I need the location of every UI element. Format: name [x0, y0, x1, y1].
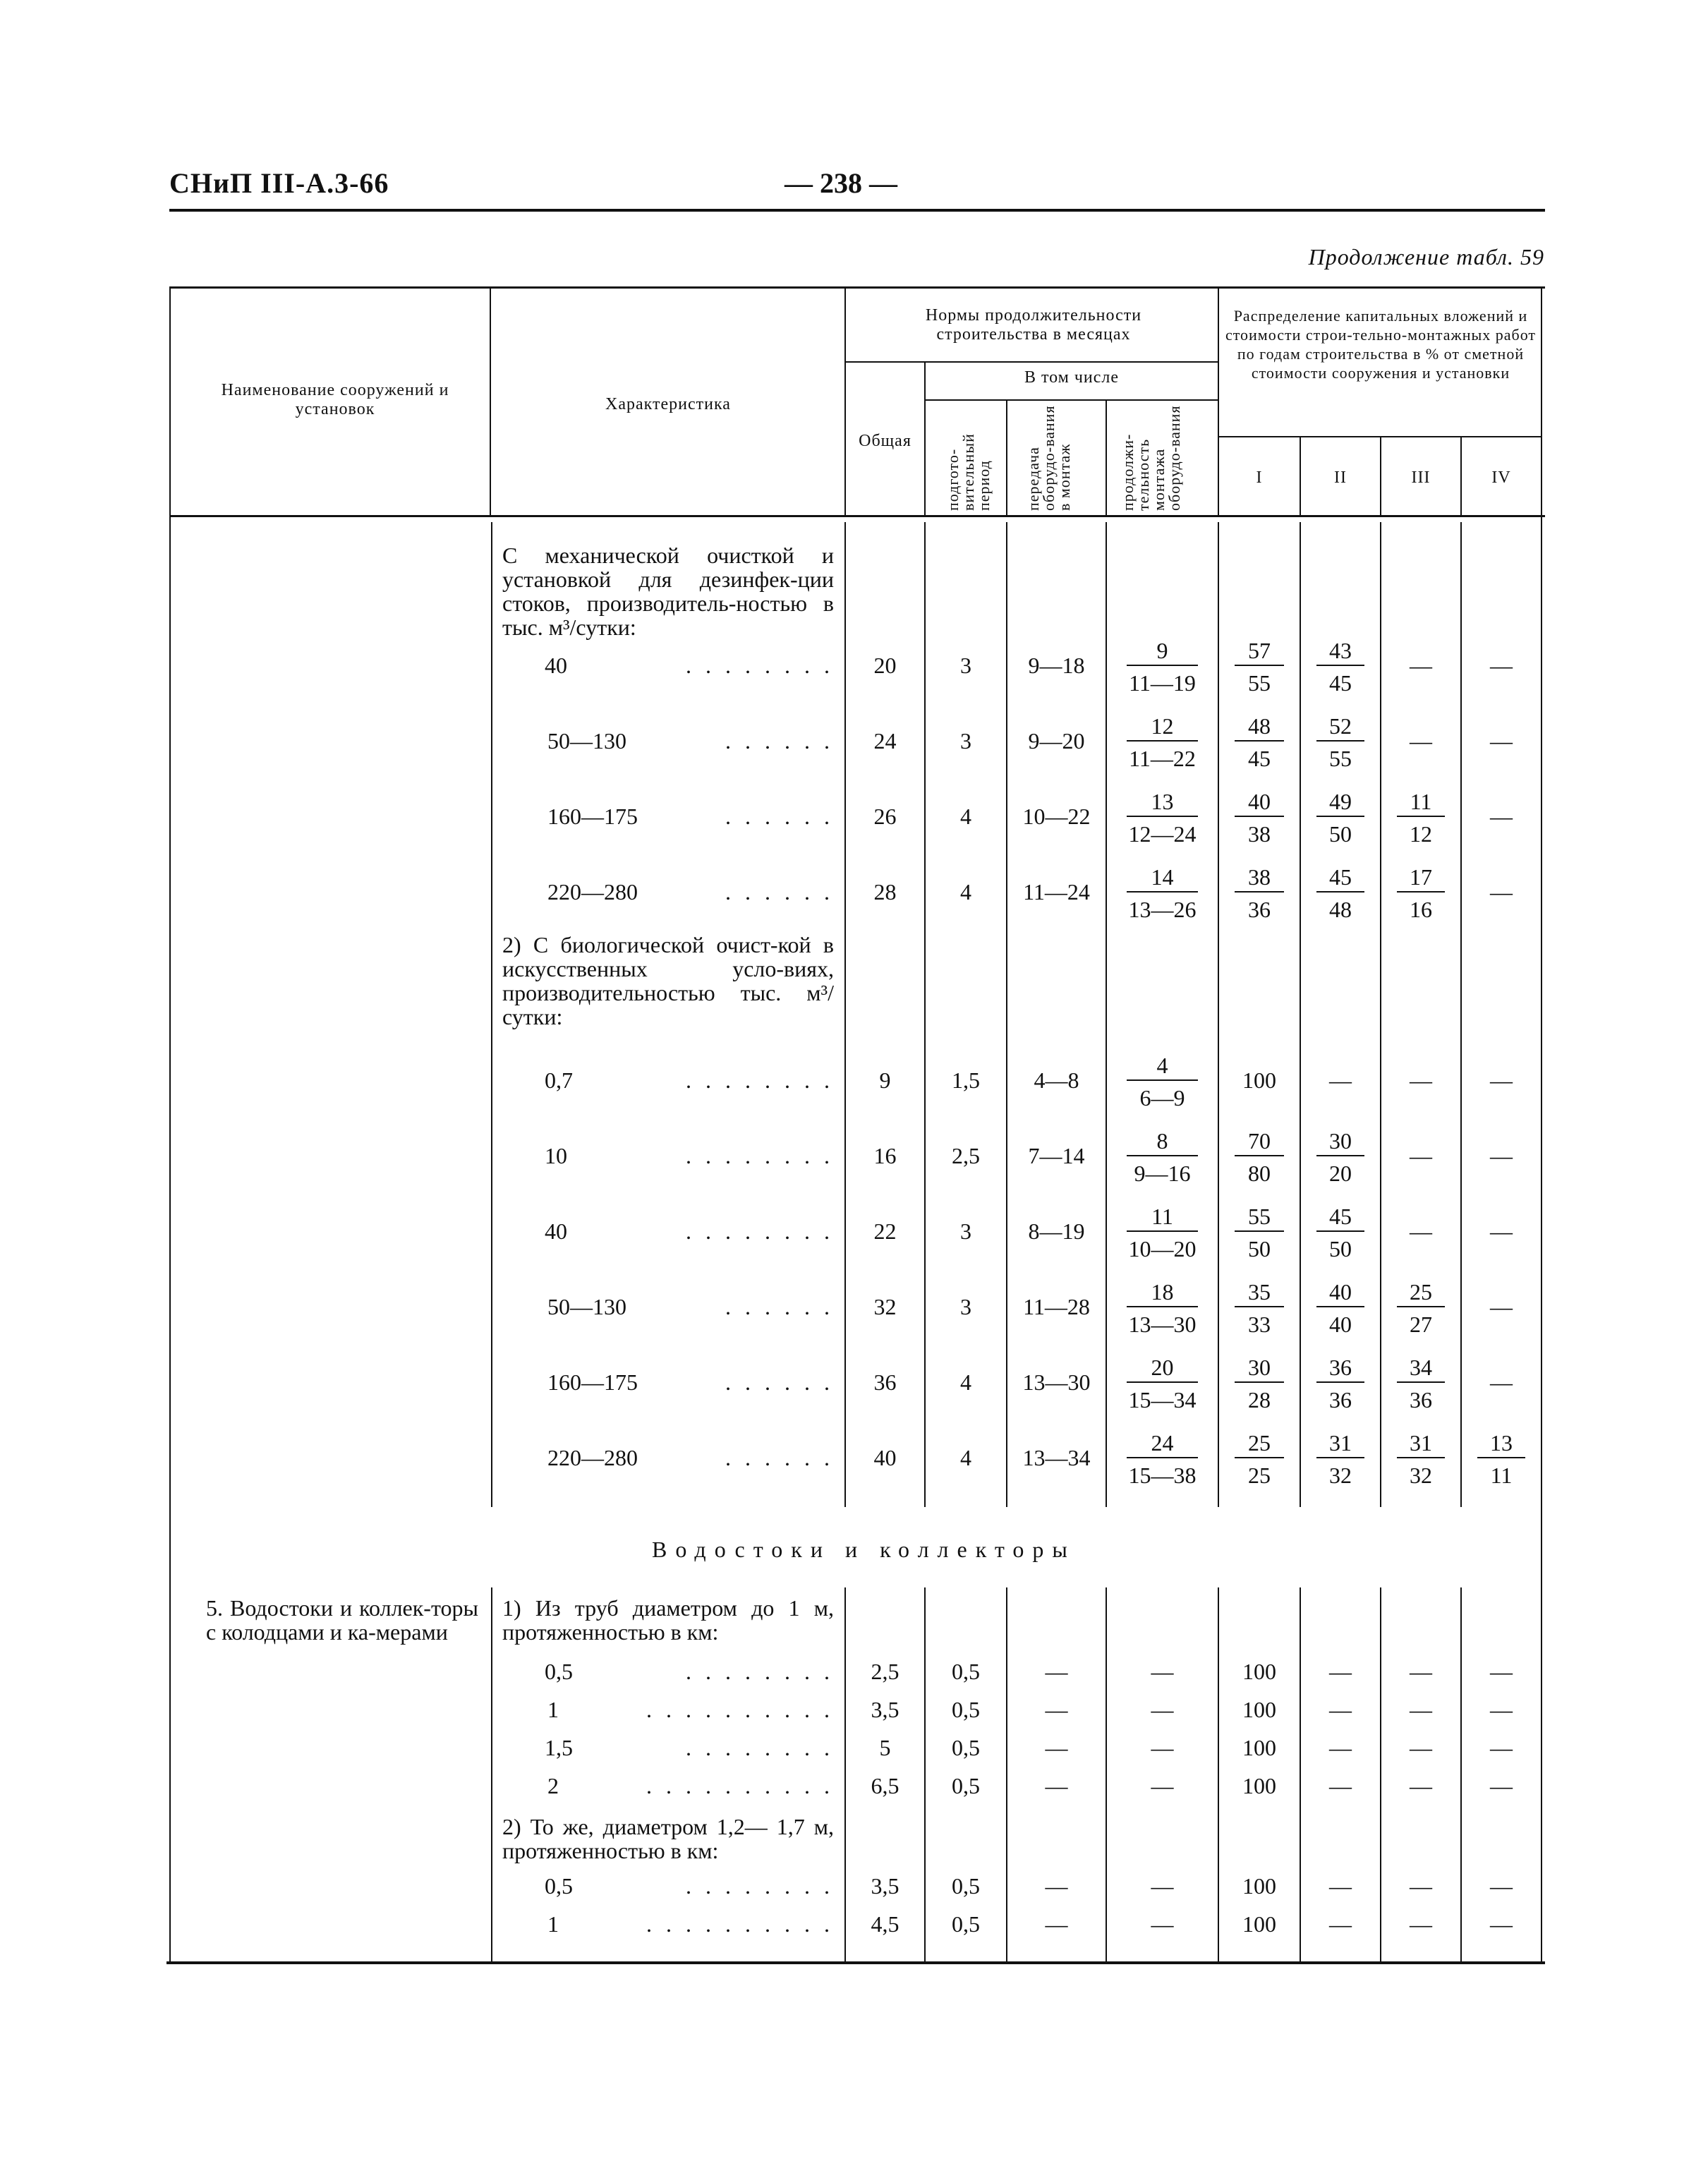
header-divider-prep: [1006, 399, 1007, 516]
cell-total: 28: [873, 879, 897, 904]
cell-install-denominator: 12—24: [1128, 821, 1197, 847]
row-label: 40: [545, 1218, 567, 1244]
cell-y2-denominator: 32: [1329, 1463, 1352, 1488]
cell-y1-numerator: 38: [1248, 864, 1271, 890]
cell-y4: —: [1490, 1697, 1513, 1722]
cell-transfer: —: [1045, 1911, 1068, 1937]
cell-y1: 100: [1242, 1735, 1276, 1760]
cell-y1-denominator: 36: [1248, 897, 1271, 922]
cell-y4: —: [1490, 804, 1513, 829]
section5-name: 5. Водостоки и коллек-торы с колодцами и ка-мерами: [206, 1595, 478, 1645]
cell-y3-denominator: 16: [1410, 897, 1432, 922]
header-rule: [169, 209, 1545, 212]
header-col-characteristic: Характеристика: [605, 395, 731, 413]
cell-total: 40: [873, 1445, 897, 1470]
cell-y2: —: [1329, 1911, 1352, 1937]
cell-y3: —: [1410, 1697, 1432, 1722]
header-divider-name: [490, 286, 491, 516]
document-code: СНиП III-А.3-66: [169, 167, 389, 199]
cell-y1: [1235, 863, 1284, 926]
header-distrib: Распределение капитальных вложений и стоимости строи-тельно-монтажных работ по годам строительства в % от сметной стоимости сооружения и установки: [1225, 307, 1537, 382]
cell-y2: —: [1329, 1773, 1352, 1798]
cell-y1-denominator: 28: [1248, 1387, 1271, 1412]
cell-total: 3,5: [871, 1697, 900, 1722]
cell-y3-numerator: 31: [1410, 1430, 1432, 1456]
cell-y1: [1235, 1127, 1284, 1190]
cell-transfer: 10—22: [1022, 804, 1091, 829]
cell-install: —: [1151, 1773, 1174, 1798]
row-leader-dots: . . . . . . . .: [686, 1874, 834, 1898]
cell-y2-numerator: 52: [1329, 713, 1352, 739]
cell-total: 36: [873, 1369, 897, 1395]
cell-transfer: 13—34: [1022, 1445, 1091, 1470]
cell-y2: [1316, 863, 1364, 926]
cell-total: 24: [873, 728, 897, 754]
body-rule-y1: [1218, 522, 1219, 1507]
cell-y4-denominator: 11: [1490, 1463, 1513, 1488]
cell-y2-denominator: 55: [1329, 746, 1352, 771]
header-transfer: передача оборудо-вания в монтаж: [1024, 405, 1073, 511]
row-label: 40: [545, 653, 567, 678]
header-year-4: IV: [1491, 468, 1511, 487]
cell-y2: [1316, 1127, 1364, 1190]
cell-y3-numerator: 11: [1410, 789, 1432, 814]
cell-y4: —: [1490, 653, 1513, 678]
section5-description-1: 1) Из труб диаметром до 1 м, протяженностью в км:: [502, 1595, 834, 1645]
cell-transfer: 9—20: [1028, 728, 1085, 754]
header-year-2: II: [1334, 468, 1347, 487]
cell-install: [1127, 1051, 1198, 1115]
row-label: 160—175: [547, 804, 638, 829]
header-year-1: I: [1256, 468, 1263, 487]
cell-transfer: 8—19: [1028, 1218, 1085, 1244]
group1-description: С механической очисткой и установкой для дезинфек-ции стоков, производитель-ностью в тыс. м³/сутки:: [502, 543, 834, 640]
cell-total: 4,5: [871, 1911, 900, 1937]
cell-y1-numerator: 70: [1248, 1128, 1271, 1154]
row-label: 50—130: [547, 728, 626, 754]
header-norms-rule: [844, 361, 1218, 363]
cell-y2: —: [1329, 1873, 1352, 1899]
cell-y1-numerator: 35: [1248, 1279, 1271, 1305]
cell-y4: —: [1490, 1067, 1513, 1093]
cell-install-denominator: 15—34: [1128, 1387, 1197, 1412]
cell-y1: 100: [1242, 1873, 1276, 1899]
cell-y3-numerator: 17: [1410, 864, 1432, 890]
row-label: 50—130: [547, 1294, 626, 1319]
cell-y4: —: [1490, 1735, 1513, 1760]
cell-y4: —: [1490, 1873, 1513, 1899]
cell-y1: [1235, 787, 1284, 851]
cell-install-denominator: 6—9: [1139, 1085, 1185, 1111]
cell-y2: —: [1329, 1659, 1352, 1684]
cell-y2-numerator: 45: [1329, 864, 1352, 890]
cell-y1-denominator: 50: [1248, 1236, 1271, 1262]
cell-install-denominator: 13—26: [1128, 897, 1197, 922]
row-label: 0,5: [545, 1659, 573, 1684]
cell-y2-denominator: 20: [1329, 1161, 1352, 1186]
cell-y1-denominator: 38: [1248, 821, 1271, 847]
row-label: 1: [547, 1697, 559, 1722]
cell-install: [1127, 1353, 1198, 1417]
cell-y3: [1397, 863, 1445, 926]
cell-prep: 4: [960, 804, 971, 829]
cell-prep: 4: [960, 1445, 971, 1470]
cell-y2: [1316, 636, 1364, 700]
cell-y1: [1235, 1429, 1284, 1492]
group2-description: 2) С биологической очист-кой в искусственных усло-виях, производительностью тыс. м³/сутки:: [502, 932, 834, 1029]
header-col-name: Наименование сооружений и установок: [221, 381, 449, 418]
cell-y2-denominator: 40: [1329, 1312, 1352, 1337]
cell-install: [1127, 1278, 1198, 1341]
row-leader-dots: . . . . . . . .: [686, 1144, 834, 1168]
section-title: Водостоки и коллекторы: [652, 1537, 1076, 1562]
cell-y2-numerator: 30: [1329, 1128, 1352, 1154]
cell-y4: [1477, 1429, 1525, 1492]
row-leader-dots: . . . . . . . . . .: [646, 1698, 834, 1722]
cell-install-denominator: 15—38: [1128, 1463, 1197, 1488]
cell-y3: —: [1410, 1735, 1432, 1760]
cell-y1-denominator: 25: [1248, 1463, 1271, 1488]
cell-prep: 0,5: [952, 1697, 980, 1722]
cell-y2-denominator: 50: [1329, 1236, 1352, 1262]
cell-y1: [1235, 636, 1284, 700]
cell-install: [1127, 787, 1198, 851]
cell-install-numerator: 20: [1151, 1355, 1174, 1380]
cell-y2: [1316, 712, 1364, 775]
cell-y3: [1397, 1353, 1445, 1417]
cell-transfer: —: [1045, 1697, 1068, 1722]
cell-y4: —: [1490, 879, 1513, 904]
cell-y3: —: [1410, 653, 1432, 678]
cell-prep: 2,5: [952, 1143, 980, 1168]
cell-y1-numerator: 57: [1248, 638, 1271, 663]
row-leader-dots: . . . . . .: [725, 1370, 834, 1394]
cell-y2: —: [1329, 1697, 1352, 1722]
table-continuation-note: Продолжение табл. 59: [1308, 244, 1544, 270]
table-left-border: [169, 286, 171, 1963]
header-divider-char: [844, 286, 846, 516]
row-leader-dots: . . . . . .: [725, 804, 834, 828]
cell-install: [1127, 636, 1198, 700]
cell-y3-numerator: 34: [1410, 1355, 1432, 1380]
cell-y1-numerator: 30: [1248, 1355, 1271, 1380]
row-leader-dots: . . . . . .: [725, 880, 834, 904]
row-leader-dots: . . . . . . . .: [686, 653, 834, 677]
header-divider-transfer: [1106, 399, 1107, 516]
row-label: 10: [545, 1143, 567, 1168]
header-total: Общая: [859, 432, 911, 450]
cell-y4: —: [1490, 1143, 1513, 1168]
table-right-border: [1541, 286, 1542, 1963]
row-label: 220—280: [547, 879, 638, 904]
cell-y3: —: [1410, 1773, 1432, 1798]
row-leader-dots: . . . . . .: [725, 1446, 834, 1470]
cell-prep: 4: [960, 879, 971, 904]
body-rule-y2: [1300, 522, 1301, 1507]
cell-install-numerator: 11: [1151, 1204, 1173, 1229]
cell-y2-numerator: 45: [1329, 1204, 1352, 1229]
cell-y1: 100: [1242, 1697, 1276, 1722]
cell-total: 32: [873, 1294, 897, 1319]
cell-transfer: —: [1045, 1659, 1068, 1684]
cell-transfer: —: [1045, 1773, 1068, 1798]
cell-y2: [1316, 1353, 1364, 1417]
cell-y3: —: [1410, 1218, 1432, 1244]
cell-total: 20: [873, 653, 897, 678]
cell-y3-denominator: 12: [1410, 821, 1432, 847]
cell-y1-numerator: 25: [1248, 1430, 1271, 1456]
cell-install: [1127, 712, 1198, 775]
cell-install: [1127, 1429, 1198, 1492]
cell-y4: —: [1490, 728, 1513, 754]
cell-y2-numerator: 31: [1329, 1430, 1352, 1456]
cell-y1-denominator: 55: [1248, 670, 1271, 696]
cell-install: —: [1151, 1659, 1174, 1684]
cell-y1: 100: [1242, 1911, 1276, 1937]
cell-y2: [1316, 1202, 1364, 1266]
row-leader-dots: . . . . . .: [725, 729, 834, 753]
cell-y4-numerator: 13: [1490, 1430, 1513, 1456]
cell-install: —: [1151, 1873, 1174, 1899]
cell-total: 2,5: [871, 1659, 900, 1684]
body-rule-char: [491, 522, 492, 1507]
cell-y1-numerator: 55: [1248, 1204, 1271, 1229]
cell-install: —: [1151, 1697, 1174, 1722]
cell-transfer: —: [1045, 1735, 1068, 1760]
table-bottom-rule: [166, 1961, 1545, 1964]
cell-prep: 0,5: [952, 1773, 980, 1798]
cell-total: 26: [873, 804, 897, 829]
cell-install-numerator: 13: [1151, 789, 1174, 814]
cell-prep: 1,5: [952, 1067, 980, 1093]
row-leader-dots: . . . . . . . .: [686, 1068, 834, 1092]
row-label: 220—280: [547, 1445, 638, 1470]
cell-y2-denominator: 36: [1329, 1387, 1352, 1412]
cell-transfer: 7—14: [1028, 1143, 1085, 1168]
cell-transfer: —: [1045, 1873, 1068, 1899]
section5-description-2: 2) То же, диаметром 1,2— 1,7 м, протяженностью в км:: [502, 1814, 834, 1863]
cell-prep: 4: [960, 1369, 971, 1395]
cell-install: [1127, 863, 1198, 926]
cell-prep: 3: [960, 1294, 971, 1319]
row-label: 160—175: [547, 1369, 638, 1395]
cell-prep: 0,5: [952, 1735, 980, 1760]
row-leader-dots: . . . . . .: [725, 1295, 834, 1319]
cell-total: 5: [879, 1735, 891, 1760]
row-label: 2: [547, 1773, 559, 1798]
cell-install-denominator: 10—20: [1128, 1236, 1197, 1262]
cell-y4: —: [1490, 1773, 1513, 1798]
cell-y1: [1235, 1353, 1284, 1417]
cell-prep: 3: [960, 1218, 971, 1244]
cell-prep: 3: [960, 728, 971, 754]
cell-install-numerator: 9: [1156, 638, 1168, 663]
cell-y2: —: [1329, 1735, 1352, 1760]
table-head-rule: [169, 515, 1545, 517]
header-prep: подгото-вительный период: [944, 433, 993, 511]
cell-y4: —: [1490, 1369, 1513, 1395]
cell-y1: 100: [1242, 1067, 1276, 1093]
cell-install-numerator: 14: [1151, 864, 1174, 890]
cell-y1-denominator: 80: [1248, 1161, 1271, 1186]
cell-y3: —: [1410, 1911, 1432, 1937]
cell-y2-numerator: 36: [1329, 1355, 1352, 1380]
row-leader-dots: . . . . . . . . . .: [646, 1774, 834, 1798]
cell-y3: —: [1410, 1873, 1432, 1899]
cell-install: [1127, 1202, 1198, 1266]
cell-y1: [1235, 1202, 1284, 1266]
cell-install-denominator: 13—30: [1128, 1312, 1197, 1337]
cell-y2-numerator: 40: [1329, 1279, 1352, 1305]
cell-y2-denominator: 48: [1329, 897, 1352, 922]
header-incl: В том числе: [1024, 368, 1120, 387]
cell-y1-numerator: 48: [1248, 713, 1271, 739]
cell-install-numerator: 8: [1156, 1128, 1168, 1154]
cell-y4: —: [1490, 1218, 1513, 1244]
cell-y2: —: [1329, 1067, 1352, 1093]
cell-total: 9: [879, 1067, 891, 1093]
cell-install: —: [1151, 1735, 1174, 1760]
cell-install-denominator: 11—19: [1129, 670, 1196, 696]
cell-y4: —: [1490, 1294, 1513, 1319]
cell-install: [1127, 1127, 1198, 1190]
cell-transfer: 4—8: [1034, 1067, 1079, 1093]
cell-y1: 100: [1242, 1659, 1276, 1684]
cell-y3-denominator: 27: [1410, 1312, 1432, 1337]
cell-y3: —: [1410, 1143, 1432, 1168]
table-top-rule: [169, 286, 1545, 289]
cell-total: 6,5: [871, 1773, 900, 1798]
cell-y1: 100: [1242, 1773, 1276, 1798]
cell-y3-numerator: 25: [1410, 1279, 1432, 1305]
row-label: 1,5: [545, 1735, 573, 1760]
cell-y3: —: [1410, 1659, 1432, 1684]
cell-y3-denominator: 32: [1410, 1463, 1432, 1488]
header-install: продолжи-тельность монтажа оборудо-вания: [1119, 405, 1183, 511]
cell-y1-denominator: 45: [1248, 746, 1271, 771]
cell-install-denominator: 11—22: [1129, 746, 1196, 771]
cell-y2-numerator: 43: [1329, 638, 1352, 663]
body-rule-char: [491, 1587, 492, 1961]
cell-y2-numerator: 49: [1329, 789, 1352, 814]
row-leader-dots: . . . . . . . .: [686, 1659, 834, 1683]
cell-total: 3,5: [871, 1873, 900, 1899]
cell-total: 22: [873, 1218, 897, 1244]
row-label: 0,7: [545, 1067, 573, 1093]
header-norms: Нормы продолжительности строительства в месяцах: [925, 306, 1142, 344]
cell-y3: [1397, 1278, 1445, 1341]
header-year-3: III: [1411, 468, 1431, 487]
cell-prep: 0,5: [952, 1659, 980, 1684]
cell-y2: [1316, 1429, 1364, 1492]
cell-y2: [1316, 1278, 1364, 1341]
cell-y1-denominator: 33: [1248, 1312, 1271, 1337]
cell-y3: [1397, 787, 1445, 851]
cell-y2-denominator: 45: [1329, 670, 1352, 696]
cell-transfer: 13—30: [1022, 1369, 1091, 1395]
cell-prep: 0,5: [952, 1911, 980, 1937]
row-leader-dots: . . . . . . . .: [686, 1736, 834, 1760]
cell-prep: 3: [960, 653, 971, 678]
cell-y4: —: [1490, 1911, 1513, 1937]
cell-y3: [1397, 1429, 1445, 1492]
cell-install-numerator: 24: [1151, 1430, 1174, 1456]
cell-transfer: 9—18: [1028, 653, 1085, 678]
row-label: 1: [547, 1911, 559, 1937]
cell-y3-denominator: 36: [1410, 1387, 1432, 1412]
cell-total: 16: [873, 1143, 897, 1168]
page-number: — 238 —: [785, 167, 897, 199]
cell-y1-numerator: 40: [1248, 789, 1271, 814]
cell-install-numerator: 4: [1156, 1053, 1168, 1078]
cell-transfer: 11—28: [1023, 1294, 1090, 1319]
body-rule-install: [1106, 522, 1107, 1507]
cell-prep: 0,5: [952, 1873, 980, 1899]
cell-y3: —: [1410, 1067, 1432, 1093]
cell-install: —: [1151, 1911, 1174, 1937]
cell-install-numerator: 12: [1151, 713, 1174, 739]
cell-transfer: 11—24: [1023, 879, 1090, 904]
row-leader-dots: . . . . . . . . . .: [646, 1912, 834, 1936]
cell-y2-denominator: 50: [1329, 821, 1352, 847]
cell-install-denominator: 9—16: [1134, 1161, 1191, 1186]
cell-y3: —: [1410, 728, 1432, 754]
row-leader-dots: . . . . . . . .: [686, 1219, 834, 1243]
cell-y1: [1235, 1278, 1284, 1341]
cell-install-numerator: 18: [1151, 1279, 1174, 1305]
cell-y4: —: [1490, 1659, 1513, 1684]
cell-y2: [1316, 787, 1364, 851]
cell-y1: [1235, 712, 1284, 775]
row-label: 0,5: [545, 1873, 573, 1899]
